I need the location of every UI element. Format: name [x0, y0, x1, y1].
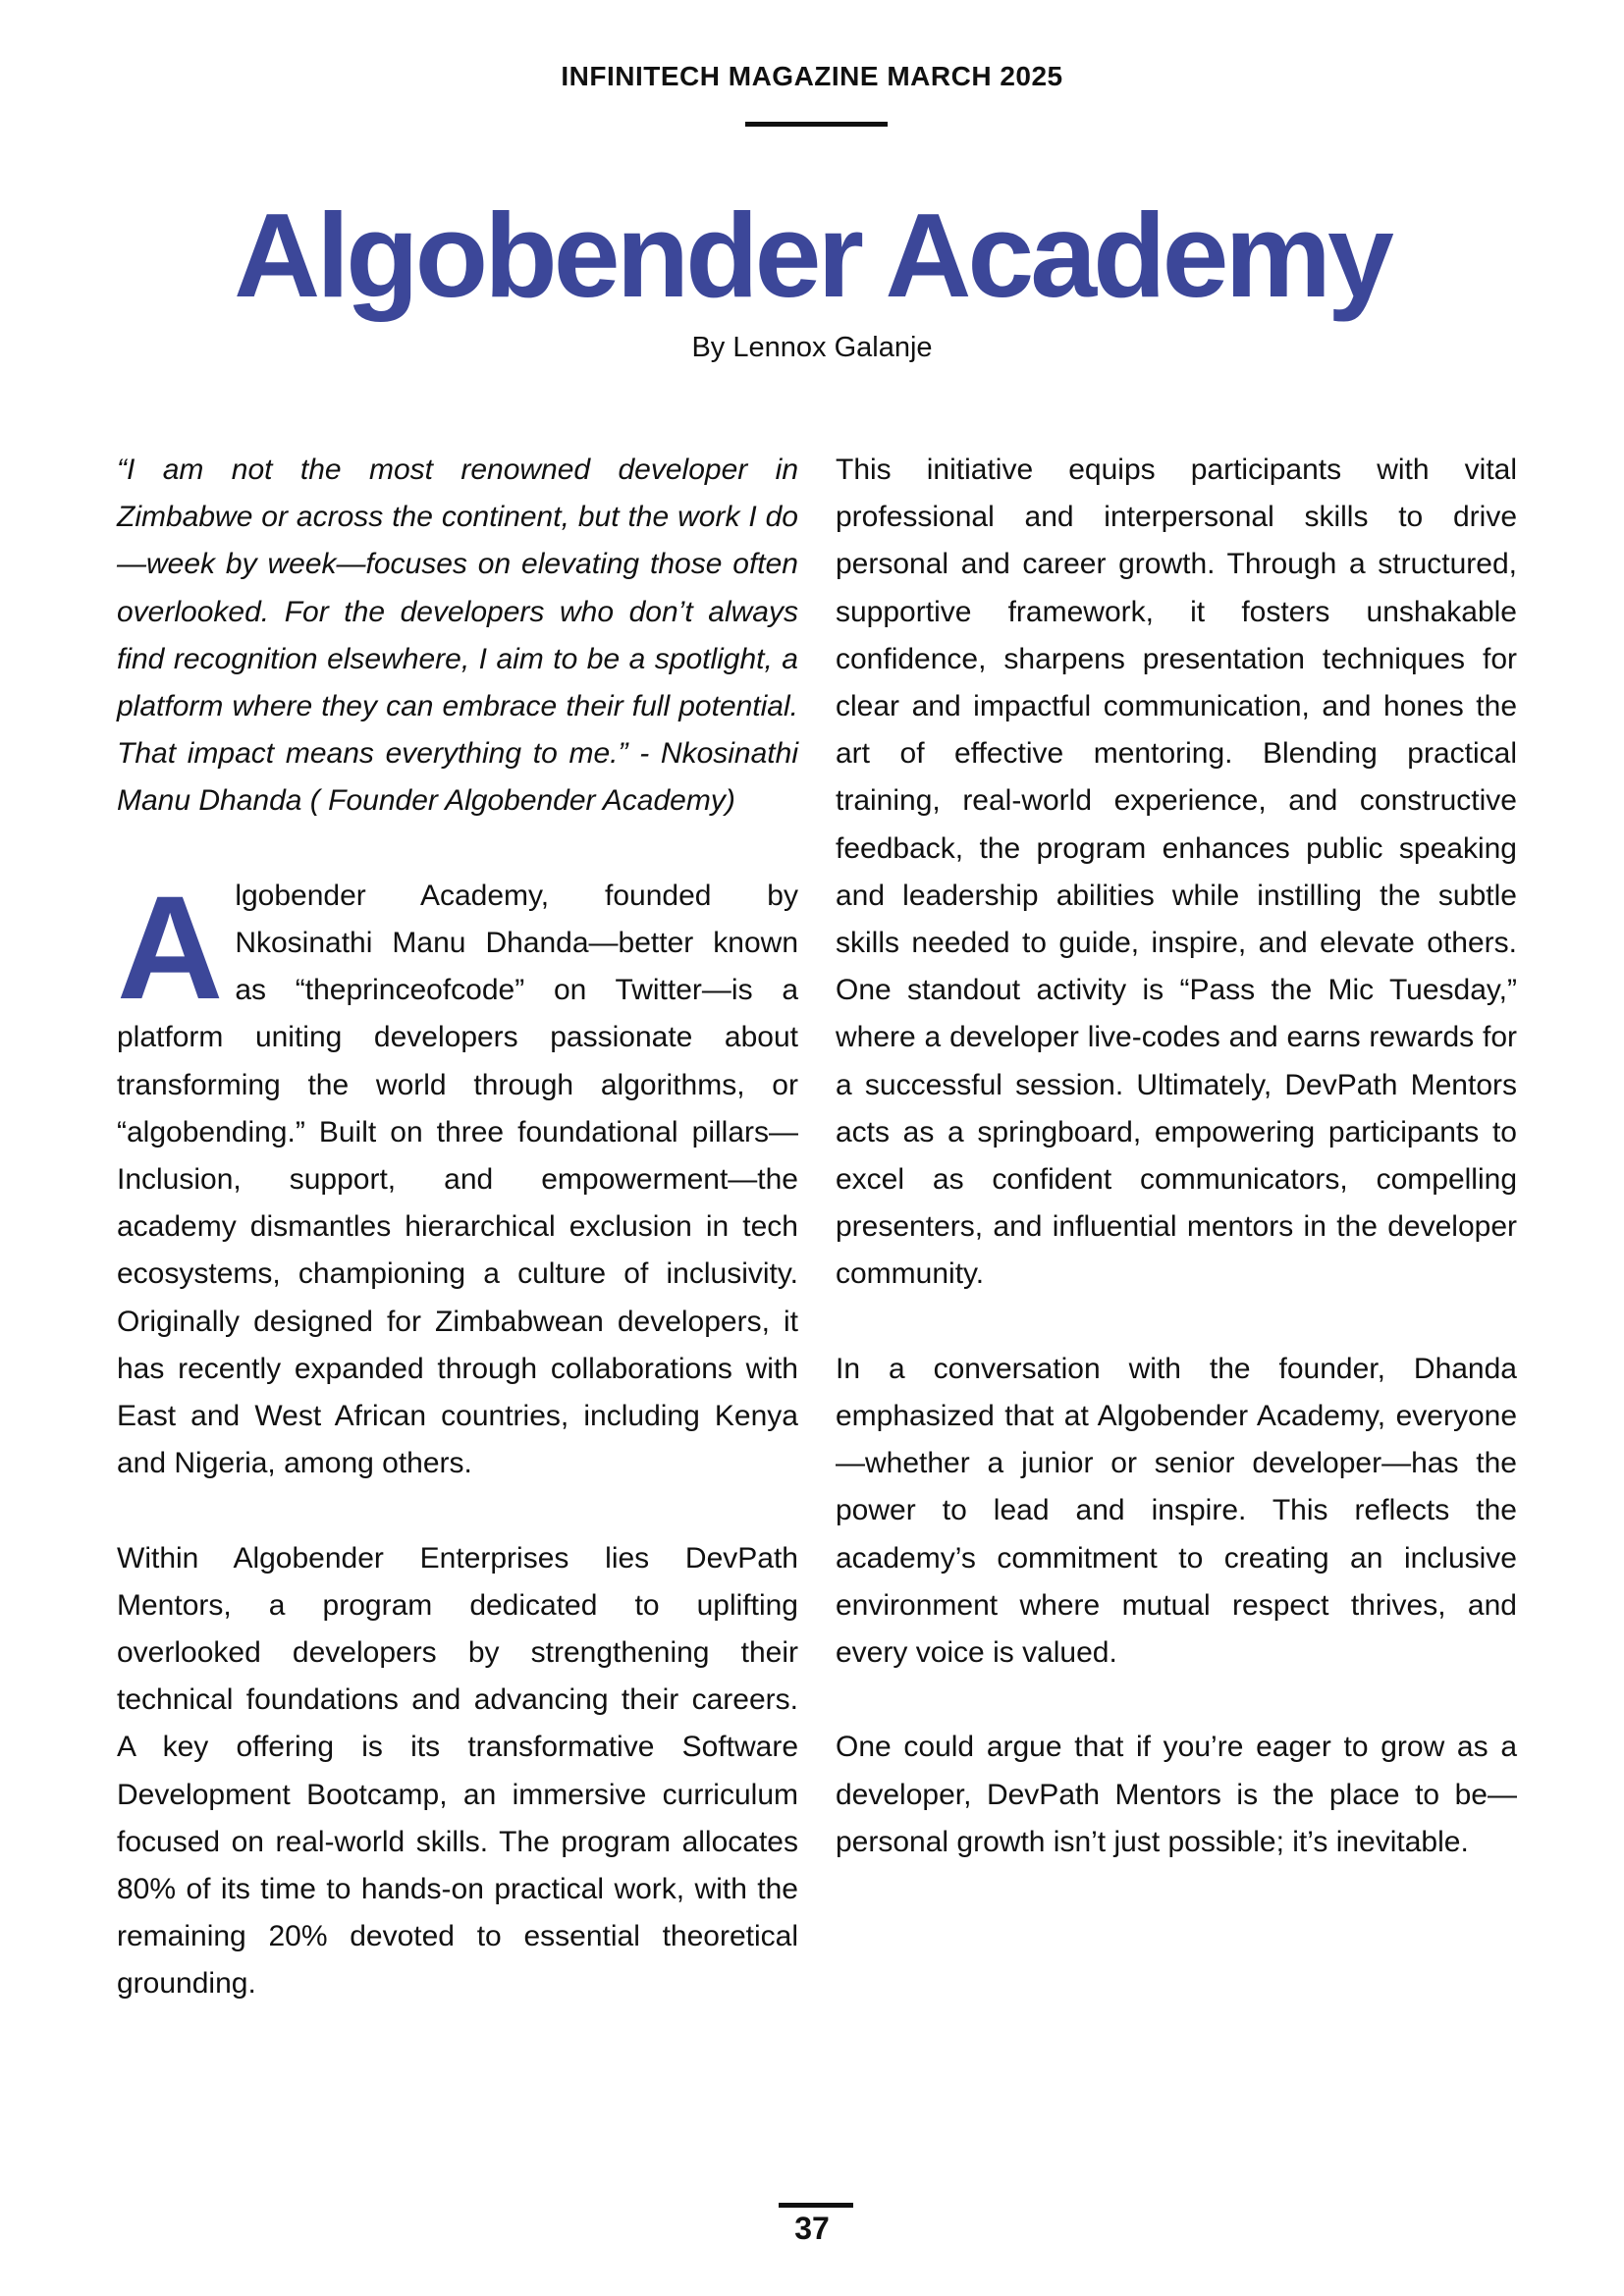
- page-number: 37: [794, 2211, 830, 2246]
- closing-paragraph: One could argue that if you’re eager to grow as a developer, DevPath Mentors is the place to be—personal growth isn’t just possible; it’s inevitable.: [836, 1731, 1517, 1858]
- conversation-paragraph: In a conversation with the founder, Dhanda emphasized that at Algobender Academy, everyone—whether a junior or senior developer—has the power to lead and inspire. This reflects the academy’s commitment to creating an inclusive environment where mutual respect thrives, and every voice is valued.: [836, 1352, 1517, 1670]
- intro-paragraph-text: lgobender Academy, founded by Nkosinathi Manu Dhanda—better known as “theprinceofcode” on Twitter—is a platform uniting developers passionate about transforming the world through algorithms, or “algobending.” Built on three foundational pillars—Inclusion, support, and empowerment—the academy dismantles hierarchical exclusion in tech ecosystems, championing a culture of inclusivity. Originally designed for Zimbabwean developers, it has recently expanded through collaborations with East and West African countries, including Kenya and Nigeria, among others.: [117, 879, 798, 1480]
- devpath-paragraph: Within Algobender Enterprises lies DevPath Mentors, a program dedicated to uplifting overlooked developers by strengthening their technical foundations and advancing their careers. A key offering is its transformative Software Development Bootcamp, an immersive curriculum focused on real-world skills. The program allocates 80% of its time to hands-on practical work, with the remaining 20% devoted to essential theoretical grounding.: [117, 1541, 798, 2001]
- initiative-paragraph: This initiative equips participants with vital professional and interpersonal skills to drive personal and career growth. Through a structured, supportive framework, it fosters unshakable confidence, sharpens presentation techniques for clear and impactful communication, and hones the art of effective mentoring. Blending practical training, real-world experience, and constructive feedback, the program enhances public speaking and leadership abilities while instilling the subtle skills needed to guide, inspire, and elevate others. One standout activity is “Pass the Mic Tuesday,” where a developer live-codes and earns rewards for a successful session. Ultimately, DevPath Mentors acts as a springboard, empowering participants to excel as confident communicators, compelling presenters, and influential mentors in the developer community.: [836, 454, 1517, 1291]
- article-title: Algobender Academy: [234, 188, 1390, 322]
- right-column: [836, 447, 1517, 1913]
- magazine-masthead: INFINITECH MAGAZINE MARCH 2025: [561, 61, 1063, 91]
- founder-quote: “I am not the most renowned developer in Zimbabwe or across the continent, but the work I do—week by week—focuses on elevating those often overlooked. For the developers who don’t always find recognition elsewhere, I aim to be a spotlight, a platform where they can embrace their full potential. That impact means everything to me.” - Nkosinathi Manu Dhanda ( Founder Algobender Academy): [117, 454, 798, 818]
- article-byline: By Lennox Galanje: [691, 332, 933, 363]
- masthead-divider: [745, 122, 888, 127]
- left-column: [117, 447, 798, 2056]
- page-number-rule: [779, 2203, 853, 2208]
- intro-paragraph: [117, 864, 798, 1488]
- drop-cap: A: [117, 864, 224, 1030]
